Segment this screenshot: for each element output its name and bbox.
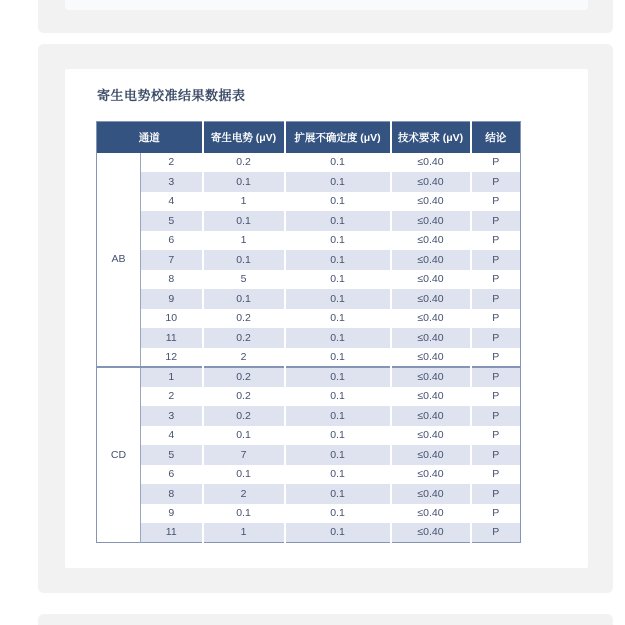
cell-potential: 5 [203, 270, 285, 290]
cell-channel: 11 [141, 328, 203, 348]
previous-page-card [38, 0, 613, 33]
cell-channel: 2 [168, 390, 175, 402]
cell-conclusion: P [471, 426, 521, 446]
cell-uncertainty: 0.1 [285, 309, 391, 329]
cell-channel: 4 [168, 429, 175, 441]
cell-conclusion: P [471, 484, 521, 504]
report-panel [65, 69, 588, 568]
table-header [97, 122, 521, 153]
table-row [97, 328, 521, 348]
cell-conclusion: P [471, 289, 521, 309]
table-row [97, 270, 521, 290]
cell-conclusion: P [471, 523, 521, 543]
cell-requirement: ≤0.40 [391, 270, 471, 290]
cell-channel: 11 [141, 523, 203, 543]
cell-requirement: ≤0.40 [391, 328, 471, 348]
page-title: 寄生电势校准结果数据表 [97, 88, 246, 103]
cell-conclusion: P [471, 367, 521, 387]
cell-conclusion: P [471, 250, 521, 270]
cell-channel: 4 [168, 195, 175, 207]
cell-requirement: ≤0.40 [391, 348, 471, 368]
calibration-results-table [96, 121, 521, 543]
cell-uncertainty: 0.1 [285, 465, 391, 485]
cell-requirement: ≤0.40 [391, 172, 471, 192]
cell-requirement: ≤0.40 [391, 289, 471, 309]
cell-conclusion: P [471, 309, 521, 329]
cell-conclusion: P [471, 231, 521, 251]
table-row [97, 523, 521, 543]
cell-potential: 0.2 [203, 406, 285, 426]
cell-requirement: ≤0.40 [391, 445, 471, 465]
next-page-card [38, 614, 613, 625]
cell-channel: 12 [165, 350, 178, 363]
table-row [97, 504, 521, 524]
report-page-card [38, 44, 613, 593]
cell-requirement: ≤0.40 [391, 484, 471, 504]
cell-channel: 8 [168, 273, 175, 285]
column-header: 通道 [97, 122, 203, 153]
table-row [97, 406, 521, 426]
cell-uncertainty: 0.1 [285, 289, 391, 309]
cell-channel: 6 [168, 468, 175, 480]
table-row [97, 211, 521, 231]
cell-channel: 3 [141, 406, 203, 426]
cell-uncertainty: 0.1 [285, 504, 391, 524]
cell-channel: 3 [141, 172, 203, 192]
column-header: 扩展不确定度 (μV) [285, 122, 391, 153]
cell-uncertainty: 0.1 [285, 153, 391, 173]
cell-requirement: ≤0.40 [391, 406, 471, 426]
cell-potential: 0.1 [203, 250, 285, 270]
cell-conclusion: P [471, 270, 521, 290]
cell-conclusion: P [471, 328, 521, 348]
cell-potential: 0.2 [203, 328, 285, 348]
table-row [97, 309, 521, 329]
cell-potential: 0.2 [203, 387, 285, 407]
cell-conclusion: P [471, 348, 521, 368]
cell-requirement: ≤0.40 [391, 211, 471, 231]
cell-uncertainty: 0.1 [285, 348, 391, 368]
cell-potential: 0.1 [203, 426, 285, 446]
table-row [97, 445, 521, 465]
cell-uncertainty: 0.1 [285, 172, 391, 192]
cell-uncertainty: 0.1 [285, 484, 391, 504]
cell-requirement: ≤0.40 [391, 523, 471, 543]
cell-conclusion: P [471, 192, 521, 212]
table-row [97, 231, 521, 251]
cell-conclusion: P [471, 465, 521, 485]
cell-uncertainty: 0.1 [285, 406, 391, 426]
cell-requirement: ≤0.40 [391, 367, 471, 387]
cell-uncertainty: 0.1 [285, 367, 391, 387]
table-row [97, 367, 521, 387]
cell-uncertainty: 0.1 [285, 426, 391, 446]
cell-potential: 0.1 [203, 211, 285, 231]
cell-conclusion: P [471, 504, 521, 524]
cell-channel: 2 [168, 156, 175, 168]
cell-potential: 2 [203, 348, 285, 368]
cell-conclusion: P [471, 153, 521, 173]
table-row [97, 172, 521, 192]
cell-uncertainty: 0.1 [285, 445, 391, 465]
cell-potential: 7 [203, 445, 285, 465]
cell-conclusion: P [471, 406, 521, 426]
cell-potential: 1 [203, 523, 285, 543]
cell-uncertainty: 0.1 [285, 231, 391, 251]
cell-requirement: ≤0.40 [391, 192, 471, 212]
table-row [97, 250, 521, 270]
cell-channel: 9 [141, 289, 203, 309]
cell-conclusion: P [471, 172, 521, 192]
cell-channel: 8 [141, 484, 203, 504]
table-row [97, 153, 521, 173]
group-label-cd: CD [97, 367, 141, 543]
cell-potential: 2 [203, 484, 285, 504]
cell-potential: 0.1 [203, 289, 285, 309]
cell-potential: 1 [203, 192, 285, 212]
table-row [97, 426, 521, 446]
cell-requirement: ≤0.40 [391, 387, 471, 407]
cell-channel: 1 [141, 367, 203, 387]
column-header: 技术要求 (μV) [391, 122, 471, 153]
cell-requirement: ≤0.40 [391, 250, 471, 270]
table-row [97, 484, 521, 504]
cell-potential: 0.2 [203, 309, 285, 329]
cell-channel: 7 [141, 250, 203, 270]
group-label-ab: AB [97, 153, 141, 368]
column-header: 寄生电势 (μV) [203, 122, 285, 153]
cell-uncertainty: 0.1 [285, 270, 391, 290]
cell-requirement: ≤0.40 [391, 231, 471, 251]
cell-uncertainty: 0.1 [285, 523, 391, 543]
cell-requirement: ≤0.40 [391, 465, 471, 485]
table-row [97, 289, 521, 309]
column-header: 结论 [471, 122, 521, 153]
table-row [97, 465, 521, 485]
table-row [97, 348, 521, 368]
cell-channel: 5 [141, 445, 203, 465]
cell-requirement: ≤0.40 [391, 426, 471, 446]
cell-channel: 9 [168, 507, 175, 519]
cell-conclusion: P [471, 387, 521, 407]
table-row [97, 192, 521, 212]
cell-conclusion: P [471, 211, 521, 231]
cell-channel: 5 [141, 211, 203, 231]
cell-potential: 0.1 [203, 172, 285, 192]
table-row [97, 387, 521, 407]
cell-uncertainty: 0.1 [285, 211, 391, 231]
cell-uncertainty: 0.1 [285, 387, 391, 407]
cell-potential: 1 [203, 231, 285, 251]
cell-requirement: ≤0.40 [391, 153, 471, 173]
previous-page-panel-edge [65, 0, 588, 10]
cell-uncertainty: 0.1 [285, 192, 391, 212]
cell-potential: 0.2 [203, 153, 285, 173]
cell-requirement: ≤0.40 [391, 504, 471, 524]
cell-requirement: ≤0.40 [391, 309, 471, 329]
cell-uncertainty: 0.1 [285, 328, 391, 348]
cell-potential: 0.2 [203, 367, 285, 387]
cell-channel: 6 [168, 234, 175, 246]
cell-potential: 0.1 [203, 504, 285, 524]
cell-uncertainty: 0.1 [285, 250, 391, 270]
cell-potential: 0.1 [203, 465, 285, 485]
cell-conclusion: P [471, 445, 521, 465]
cell-channel: 10 [165, 312, 178, 324]
